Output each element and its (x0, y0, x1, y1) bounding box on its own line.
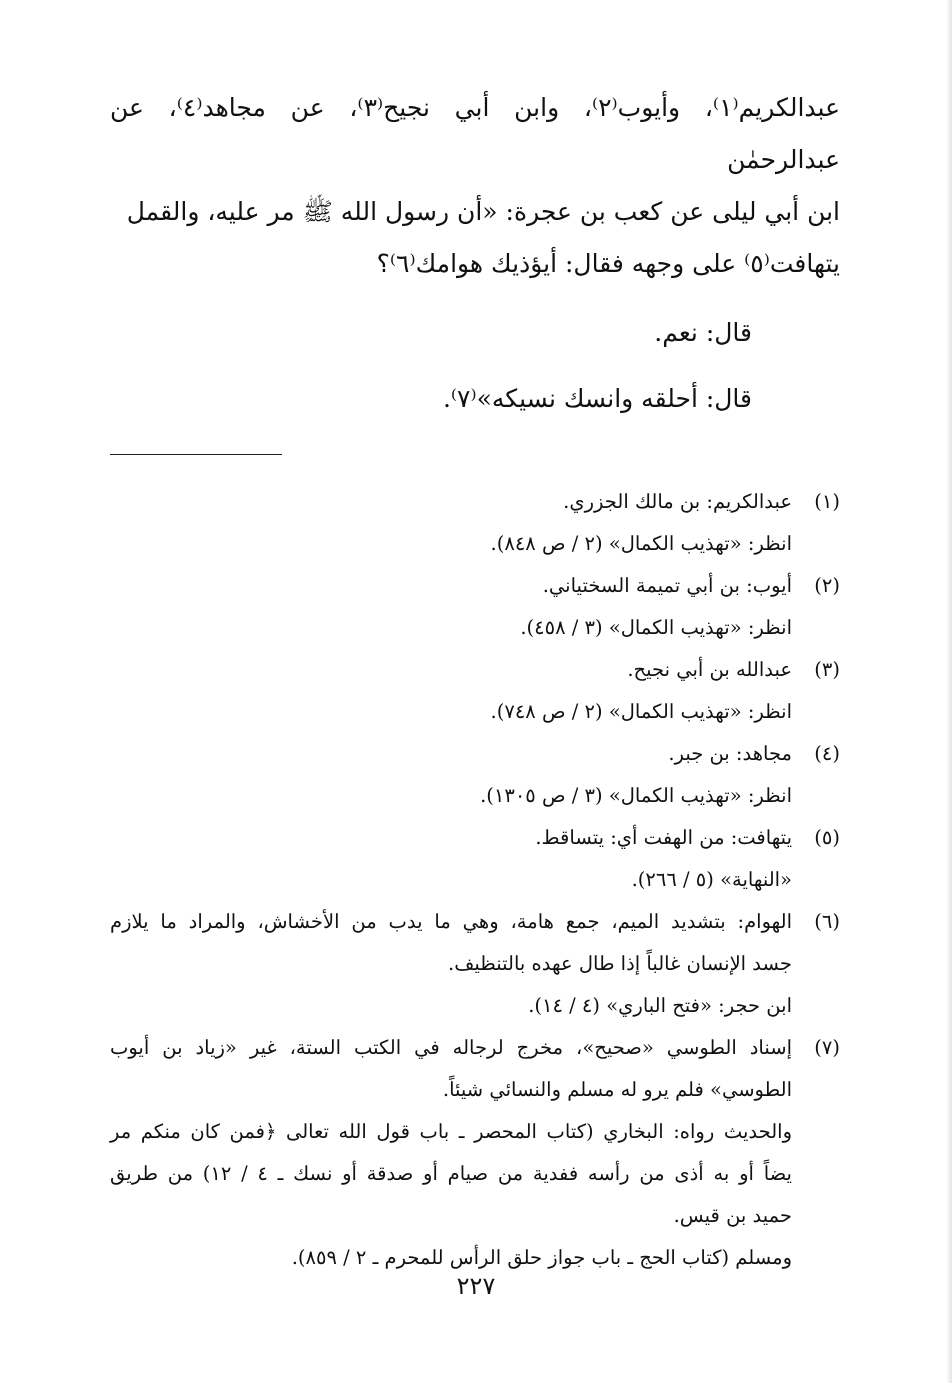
footnote-6 (110, 901, 840, 1027)
page-content (110, 82, 840, 1279)
footnote-line: مجاهد: بن جبر. (668, 742, 792, 765)
footnote-line: ومسلم (كتاب الحج ـ باب جواز حلق الرأس للمحرم ـ ٢ / ٨٥٩). (291, 1246, 792, 1269)
footnote-line: انظر: «تهذيب الكمال» (٢ / ص ٧٤٨). (490, 700, 792, 723)
main-text (110, 82, 840, 432)
footnote-3 (110, 649, 840, 733)
footnote-line: «النهاية» (٥ / ٢٦٦). (631, 868, 792, 891)
main-line-1: عبدالكريم⁽١⁾، وأيوب⁽٢⁾، وابن أبي نجيح⁽٣⁾، عن مجاهد⁽٤⁾، عن عبدالرحمٰن (110, 93, 840, 174)
main-line-2: ابن أبي ليلى عن كعب بن عجرة: «أن رسول الله ﷺ مر عليه، والقمل (126, 197, 840, 226)
main-line-4: قال: نعم. (654, 318, 752, 347)
footnotes (110, 481, 840, 1279)
footnote-line: ابن حجر: «فتح الباري» (٤ / ١٤). (528, 994, 792, 1017)
footnote-line: حميد بن قيس. (673, 1204, 792, 1227)
page-edge-shadow (946, 0, 952, 1383)
footnote-5 (110, 817, 840, 901)
page-number: ٢٢٧ (456, 1272, 496, 1300)
footnote-line: عبدالله بن أبي نجيح. (627, 658, 792, 681)
main-line-5: قال: أحلقه وانسك نسيكه»⁽٧⁾. (442, 384, 752, 413)
footnote-line: الهوام: بتشديد الميم، جمع هامة، وهي ما يدب من الأخشاش، والمراد ما يلازم (110, 910, 792, 933)
footnote-number: (٥) (814, 826, 840, 849)
footnote-separator (110, 454, 282, 455)
footnote-line: انظر: «تهذيب الكمال» (٣ / ص ١٣٠٥). (480, 784, 792, 807)
footnote-number: (٢) (814, 574, 840, 597)
footnote-line: جسد الإنسان غالباً إذا طال عهده بالتنظيف. (448, 952, 792, 975)
footnote-line: يتهافت: من الهفت أي: يتساقط. (535, 826, 792, 849)
footnote-line: والحديث رواه: البخاري (كتاب المحصر ـ باب قول الله تعالى ﴿فمن كان منكم مر (110, 1120, 792, 1143)
main-line-3: يتهافت⁽٥⁾ على وجهه فقال: أيؤذيك هوامك⁽٦⁾؟ (376, 249, 840, 278)
footnote-number: (١) (814, 490, 840, 513)
footnote-2 (110, 565, 840, 649)
footnote-line: الطوسي» فلم يرو له مسلم والنسائي شيئاً. (442, 1078, 792, 1101)
footnote-line: عبدالكريم: بن مالك الجزري. (563, 490, 792, 513)
footnote-line: انظر: «تهذيب الكمال» (٣ / ٤٥٨). (520, 616, 792, 639)
footnote-4 (110, 733, 840, 817)
footnote-number: (٣) (814, 658, 840, 681)
footnote-line: إسناد الطوسي «صحيح»، مخرج لرجاله في الكتب الستة، غير «زياد بن أيوب (110, 1036, 792, 1059)
footnote-number: (٤) (814, 742, 840, 765)
footnote-number: (٦) (814, 910, 840, 933)
footnote-1 (110, 481, 840, 565)
footnote-line: يضاً أو به أذى من رأسه ففدية من صيام أو صدقة أو نسك ـ ٤ / ١٢) من طريق (110, 1162, 792, 1185)
footnote-7 (110, 1027, 840, 1279)
footnote-line: انظر: «تهذيب الكمال» (٢ / ص ٨٤٨). (490, 532, 792, 555)
footnote-line: أيوب: بن أبي تميمة السختياني. (542, 574, 792, 597)
footnote-number: (٧) (814, 1036, 840, 1059)
